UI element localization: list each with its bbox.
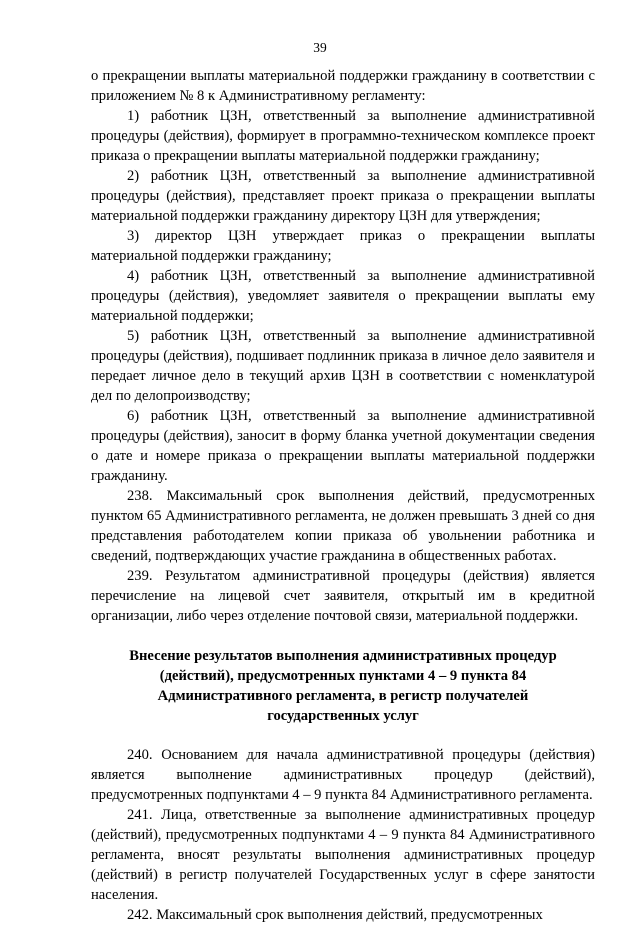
paragraph: 3) директор ЦЗН утверждает приказ о прекращении выплаты материальной поддержки гражданину; [91,228,595,264]
document-body [91,66,595,925]
section-heading: Внесение результатов выполнения административных процедур (действий), предусмотренных пунктами 4 – 9 пункта 84 Административного регламента, в регистр получателей государственных услуг [129,648,557,724]
paragraph: 4) работник ЦЗН, ответственный за выполнение административной процедуры (действия), уведомляет заявителя о прекращении выплаты ему материальной поддержки; [91,268,595,324]
paragraph: 2) работник ЦЗН, ответственный за выполнение административной процедуры (действия), представляет проект приказа о прекращении выплаты материальной поддержки гражданину директору ЦЗН для утверждения; [91,168,595,224]
page-number: 39 [313,40,327,55]
paragraph: 240. Основанием для начала административной процедуры (действия) является выполнение административных процедур (действий), предусмотренных подпунктами 4 – 9 пункта 84 Административного регламента. [91,747,595,803]
paragraph: 1) работник ЦЗН, ответственный за выполнение административной процедуры (действия), формирует в программно-техническом комплексе проект приказа о прекращении выплаты материальной поддержки гражданину; [91,108,595,164]
paragraph: 6) работник ЦЗН, ответственный за выполнение административной процедуры (действия), заносит в форму бланка учетной документации сведения о дате и номере приказа о прекращении выплаты материальной поддержки гражданину. [91,408,595,484]
paragraph: о прекращении выплаты материальной поддержки гражданину в соответствии с приложением № 8 к Административному регламенту: [91,68,595,104]
paragraph: 5) работник ЦЗН, ответственный за выполнение административной процедуры (действия), подшивает подлинник приказа в личное дело заявителя и передает личное дело в текущий архив ЦЗН в соответствии с номенклатурой дел по делопроизводству; [91,328,595,404]
paragraphs-top [91,66,595,626]
paragraphs-bottom [91,745,595,925]
paragraph: 239. Результатом административной процедуры (действия) является перечисление на лицевой счет заявителя, открытый им в кредитной организации, либо через отделение почтовой связи, материальной поддержки. [91,568,595,624]
paragraph: 238. Максимальный срок выполнения действий, предусмотренных пунктом 65 Административного регламента, не должен превышать 3 дней со дня представления работодателем копии приказа об увольнении работника и сведений, подтверждающих участие гражданина в общественных работах. [91,488,595,564]
paragraph: 242. Максимальный срок выполнения действий, предусмотренных [127,907,543,923]
paragraph: 241. Лица, ответственные за выполнение административных процедур (действий), предусмотренных подпунктами 4 – 9 пункта 84 Административного регламента, вносят результаты выполнения административных процедур (действий) в регистр получателей Государственных услуг в сфере занятости населения. [91,807,595,903]
